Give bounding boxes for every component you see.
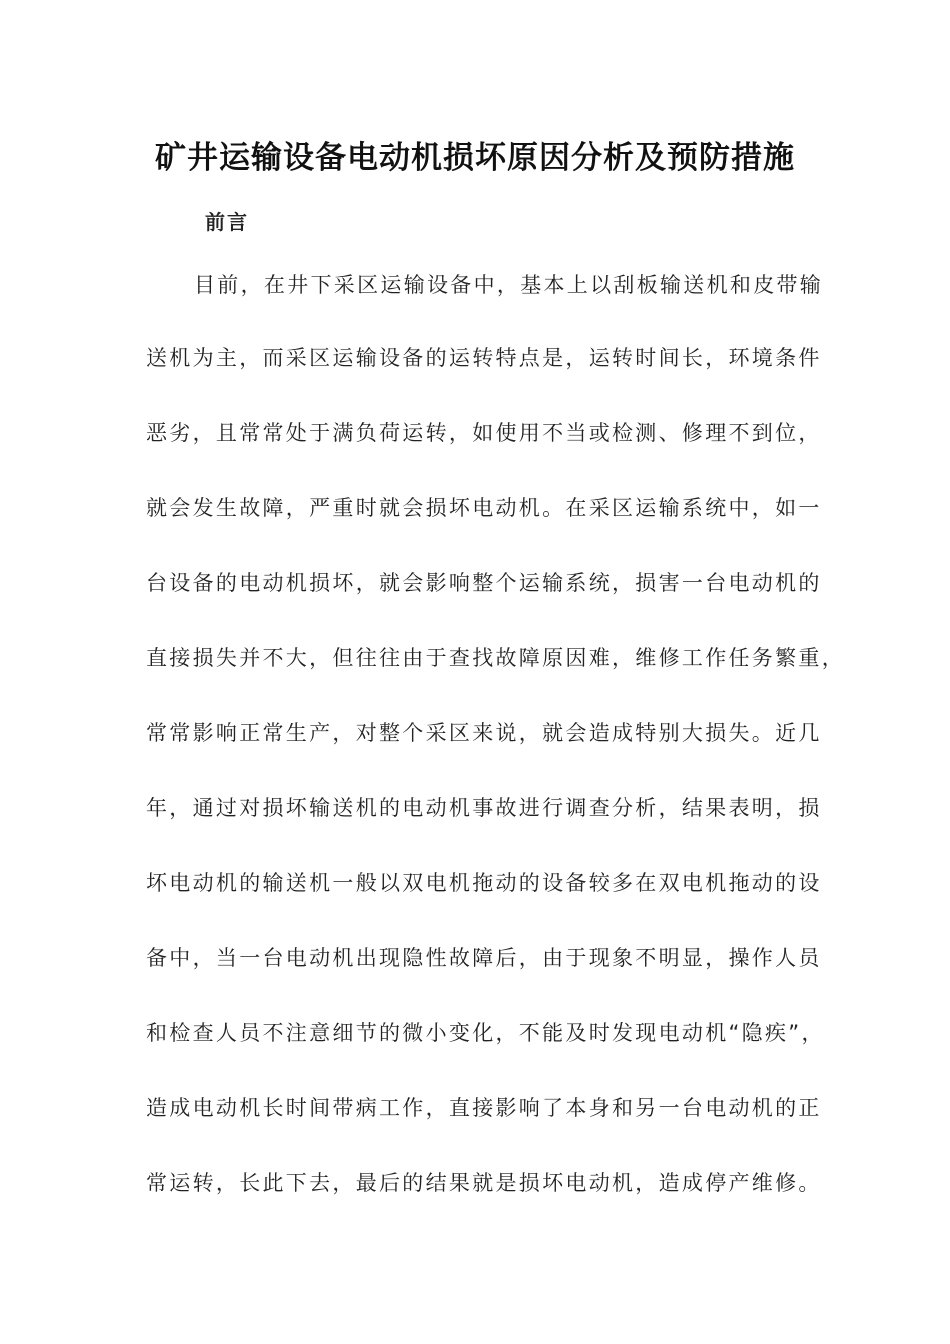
paragraph-line: 送机为主，而采区运输设备的运转特点是，运转时间长，环境条件 [146,346,822,370]
paragraph-line: 和检查人员不注意细节的微小变化，不能及时发现电动机“隐疾”， [146,1021,825,1045]
paragraph-line: 常常影响正常生产，对整个采区来说，就会造成特别大损失。近几 [146,721,822,745]
paragraph-line: 常运转，长此下去，最后的结果就是损坏电动机，造成停产维修。 [146,1171,822,1195]
paragraph-line: 备中，当一台电动机出现隐性故障后，由于现象不明显，操作人员 [146,946,822,970]
paragraph-line: 年，通过对损坏输送机的电动机事故进行调查分析，结果表明，损 [146,796,822,820]
paragraph-line: 恶劣，且常常处于满负荷运转，如使用不当或检测、修理不到位， [146,421,822,445]
paragraph-line: 就会发生故障，严重时就会损坏电动机。在采区运输系统中，如一 [146,496,822,520]
paragraph-line: 造成电动机长时间带病工作，直接影响了本身和另一台电动机的正 [146,1096,822,1120]
paragraph-line: 目前，在井下采区运输设备中，基本上以刮板输送机和皮带输 [194,273,824,297]
section-heading-preface: 前言 [205,210,249,234]
paragraph-line: 直接损失并不大，但往往由于查找故障原因难，维修工作任务繁重， [146,646,845,670]
paragraph-line: 台设备的电动机损坏，就会影响整个运输系统，损害一台电动机的 [146,571,822,595]
document-title: 矿井运输设备电动机损坏原因分析及预防措施 [155,140,795,176]
paragraph-line: 坏电动机的输送机一般以双电机拖动的设备较多在双电机拖动的设 [146,871,822,895]
